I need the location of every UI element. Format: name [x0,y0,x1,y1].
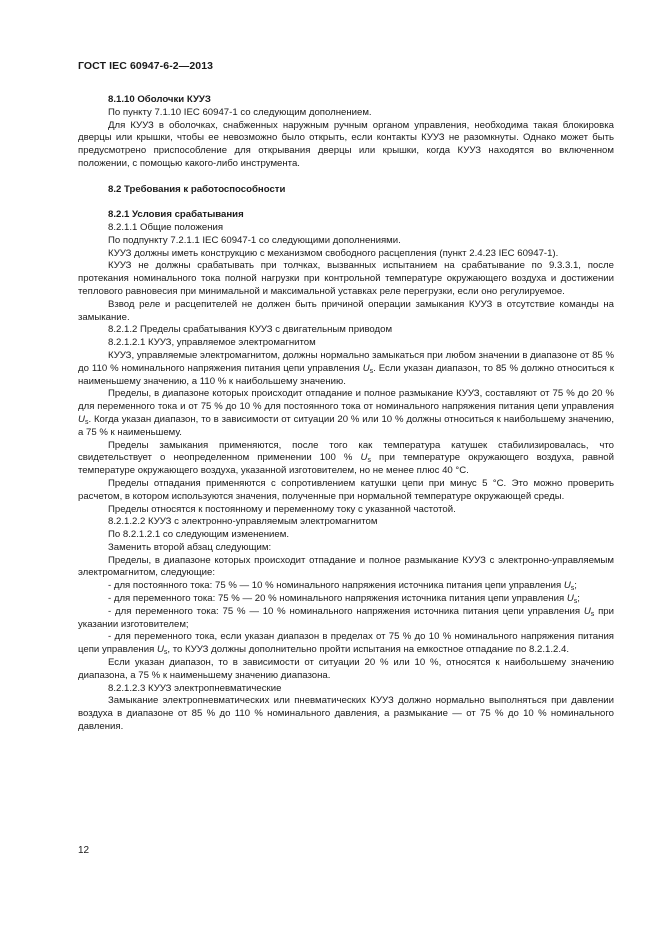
paragraph: 8.2.1.2.1 КУУЗ, управляемое электромагнитом [108,337,316,349]
paragraph: 8.2.1.2.2 КУУЗ с электронно-управляемым электромагнитом [108,516,378,528]
section-heading: 8.1.10 Оболочки КУУЗ [108,94,211,105]
page-number: 12 [78,845,90,856]
paragraph: По 8.2.1.2.1 со следующим изменением. [108,529,290,541]
paragraph: Взвод реле и расцепителей не должен быть причиной операции замыкания КУУЗ в отсутствие команды на замыкание. [78,298,614,323]
paragraph: По подпункту 7.2.1.1 IEC 60947-1 со следующими дополнениями. [108,234,401,246]
paragraph: Пределы, в диапазоне которых происходит отпадание и полное размыкание КУУЗ с электронно-управляемым электромагнитом, следующие: [78,554,614,579]
paragraph: Для КУУЗ в оболочках, снабженных наружным ручным органом управления, необходима такая блокировка дверцы или крышки, чтобы ее невозможно было открыть, если контакты КУУЗ не разомкнуты. Однако может быть предусмотрено приспособление для открывания дверцы или крышки, когда КУУЗ находятся во включенном положении, с помощью какого-либо инструмента. [78,119,614,169]
paragraph: Пределы относятся к постоянному и переменному току с указанной частотой. [108,503,456,515]
paragraph: 8.2.1.1 Общие положения [108,221,224,233]
paragraph: КУУЗ не должны срабатывать при толчках, вызванных испытанием на срабатывание по 9.3.3.1, после протекания номинального тока полной нагрузки при контрольной температуре окружающего воздуха и достижении теплового равновесия при минимальной и максимальной уставках реле перегрузки, если оно регулируемое. [78,260,614,297]
section-heading: 8.2 Требования к работоспособности [108,183,286,195]
paragraph: 8.2.1.2.3 КУУЗ электропневматические [108,682,282,694]
paragraph: Замыкание электропневматических или пневматических КУУЗ должно нормально выполняться при давлении воздуха в диапазоне от 85 % до 110 % номинального давления, а размыкание — от 75 % до 10 % номинального давления. [78,695,614,733]
paragraph: - для переменного тока: 75 % — 20 % номинального напряжения источника питания цепи управления $U_s$; [108,593,580,606]
paragraph: КУУЗ должны иметь конструкцию с механизмом свободного расцепления (пункт 2.4.23 IEC 60947-1). [108,247,559,259]
paragraph: Заменить второй абзац следующим: [108,541,272,553]
paragraph: Пределы, в диапазоне которых происходит отпадание и полное размыкание КУУЗ, составляют от 75 % до 20 % для переменного тока и от 75 % до 10 % для постоянного тока от номинального напряжения питания цепи управления $U_s$. Когда указан диапазон, то в зависимости от ситуации 20 % или 10 % должны относиться к наибольшему значению, а 75 % к наименьшему. [78,388,614,438]
paragraph: По пункту 7.1.10 IEC 60947-1 со следующим дополнением. [108,106,372,118]
document-body [78,94,614,734]
paragraph: Пределы замыкания применяются, после того как температура катушек стабилизировалась, что свидетельствует о неопределенном применении 100 % $U_s$ при температуре окружающего воздуха, равной температуре окружающего воздуха, указанной изготовителем, но не менее плюс 40 °С. [78,439,614,477]
paragraph: КУУЗ, управляемые электромагнитом, должны нормально замыкаться при любом значении в диапазоне от 85 % до 110 % номинального напряжения питания цепи управления $U_s$. Если указан диапазон, то 85 % должно относиться к наименьшему значению, а 110 % к наибольшему значению. [78,349,614,387]
paragraph: Пределы отпадания применяются с сопротивлением катушки цепи при минус 5 °С. Это можно проверить расчетом, в котором используются значения, полученные при нормальной температуре окружающей среды. [78,477,614,502]
paragraph: - для переменного тока, если указан диапазон в пределах от 75 % до 10 % номинального напряжения питания цепи управления $U_s$, то КУУЗ должны дополнительно пройти испытания на емкостное отпадание по 8.2.1.2.4. [78,631,614,657]
paragraph: - для переменного тока: 75 % — 10 % номинального напряжения источника питания цепи управления $U_s$ при указании изготовителем; [78,605,614,630]
paragraph: Если указан диапазон, то в зависимости от ситуации 20 % или 10 %, относятся к наибольшему значению диапазона, а 75 % к наименьшему значению диапазона. [78,657,614,681]
paragraph: 8.2.1.2 Пределы срабатывания КУУЗ с двигательным приводом [108,324,393,336]
document-header: ГОСТ IEC 60947-6-2—2013 [78,60,214,72]
paragraph: - для постоянного тока: 75 % — 10 % номинального напряжения источника питания цепи управления $U_s$; [108,580,577,593]
section-heading: 8.2.1 Условия срабатывания [108,209,244,221]
